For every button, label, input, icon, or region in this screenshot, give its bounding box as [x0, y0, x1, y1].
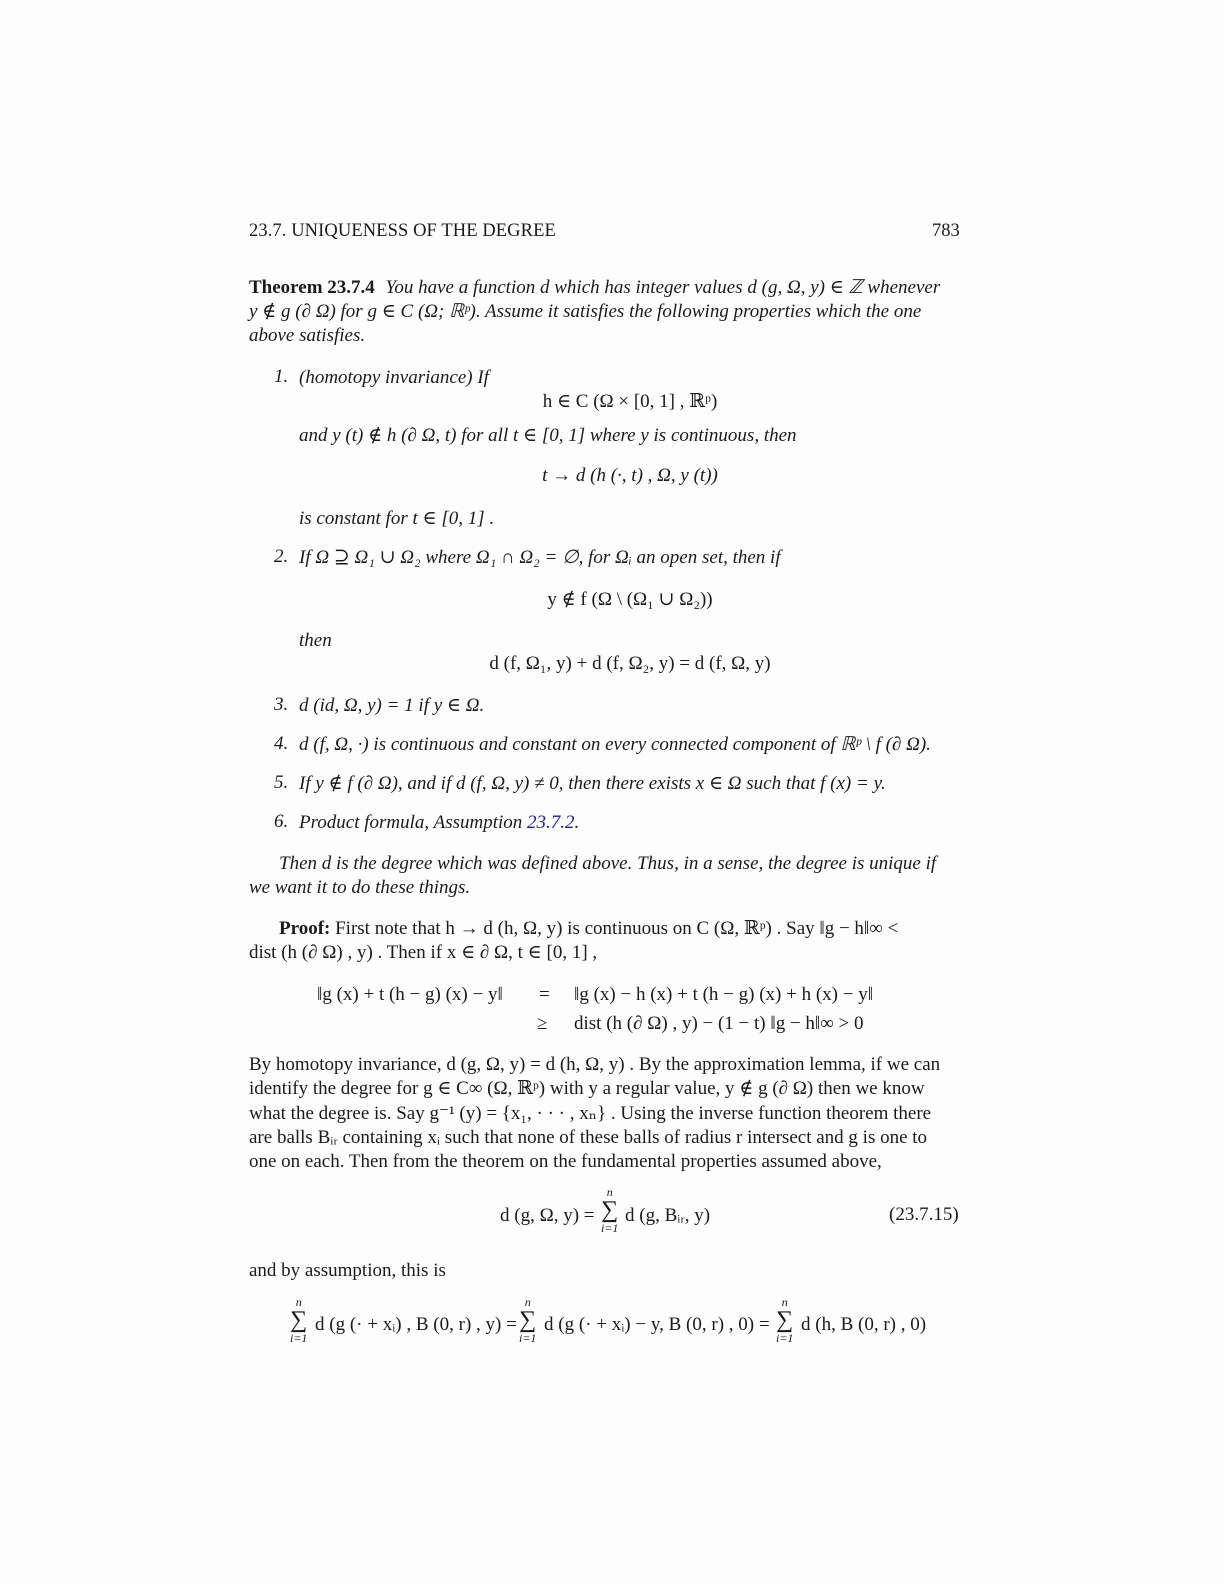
item-2-equation-2: d (f, Ω₁, y) + d (f, Ω₂, y) = d (f, Ω, y) [489, 653, 771, 674]
sum-symbol: ∑ [601, 1197, 619, 1223]
item-2-text: If Ω ⊇ Ω₁ ∪ Ω₂ where Ω₁ ∩ Ω₂ = ∅, for Ωᵢ an open set, then if [299, 547, 781, 568]
para2-line-4: are balls Bᵢᵣ containing xᵢ such that none of these balls of radius r intersect and g is one to [249, 1127, 928, 1148]
sum-lower: i=1 [776, 1331, 794, 1345]
theorem-line-1 [249, 276, 940, 300]
theorem-text-1: You have a function d which has integer values d (g, Ω, y) ∈ ℤ whenever [385, 277, 941, 298]
aligned-eq-rel-2: ≥ [537, 1013, 548, 1034]
proof-line-1 [279, 917, 898, 941]
aligned-eq-lhs: ‖g (x) + t (h − g) (x) − y‖ [317, 984, 503, 1005]
para2-line-5: one on each. Then from the theorem on the fundamental properties assumed above, [249, 1151, 882, 1172]
item-3-number: 3. [274, 694, 289, 715]
last-sum-2 [519, 1296, 538, 1344]
sum-symbol: ∑ [776, 1307, 794, 1333]
aligned-eq-rhs-2: dist (h (∂ Ω) , y) − (1 − t) ‖g − h‖∞ > 0 [574, 1013, 864, 1034]
theorem-conclusion-1: Then d is the degree which was defined above. Thus, in a sense, the degree is unique if [279, 853, 937, 874]
item-2-then: then [299, 630, 332, 651]
last-eq-part-1: d (g (· + xᵢ) , B (0, r) , y) = [315, 1314, 517, 1335]
proof-line-2: dist (h (∂ Ω) , y) . Then if x ∈ ∂ Ω, t ∈ [0, 1] , [249, 942, 598, 963]
sum-lower: i=1 [601, 1221, 619, 1235]
item-2-equation-1: y ∉ f (Ω \ (Ω₁ ∪ Ω₂)) [547, 589, 713, 610]
item-6-number: 6. [274, 811, 289, 832]
item-1-equation-1: h ∈ C (Ω × [0, 1] , ℝᵖ) [542, 391, 718, 412]
sum-upper: n [606, 1185, 613, 1199]
item-6-end: . [574, 812, 580, 833]
item-4-text: d (f, Ω, ·) is continuous and constant on every connected component of ℝᵖ \ f (∂ Ω). [299, 734, 931, 755]
last-eq-part-3: d (h, B (0, r) , 0) [801, 1314, 927, 1335]
item-2-number: 2. [274, 546, 289, 567]
para2-line-3: what the degree is. Say g⁻¹ (y) = {x₁, · · · , xₙ} . Using the inverse function theorem there [249, 1103, 932, 1124]
last-sum-3 [776, 1296, 795, 1344]
page-number: 783 [932, 221, 960, 241]
last-sum-1 [290, 1296, 309, 1344]
para3: and by assumption, this is [249, 1260, 446, 1281]
equation-number: (23.7.15) [889, 1204, 959, 1225]
proof-label: Proof: [279, 918, 331, 939]
sum-symbol: ∑ [290, 1307, 308, 1333]
theorem-label: Theorem 23.7.4 [249, 277, 375, 298]
item-3-text: d (id, Ω, y) = 1 if y ∈ Ω. [299, 695, 485, 716]
item-5-number: 5. [274, 772, 289, 793]
sum-symbol: ∑ [519, 1307, 537, 1333]
assumption-link[interactable]: 23.7.2 [527, 812, 575, 833]
running-header: 23.7. UNIQUENESS OF THE DEGREE [249, 221, 556, 241]
sum-lower: i=1 [290, 1331, 308, 1345]
item-1-end: is constant for t ∈ [0, 1] . [299, 508, 495, 529]
sum-upper: n [295, 1295, 302, 1309]
theorem-conclusion-2: we want it to do these things. [249, 877, 471, 898]
item-1-text: (homotopy invariance) If [299, 367, 489, 388]
sum-upper: n [781, 1295, 788, 1309]
para2-line-2: identify the degree for g ∈ C∞ (Ω, ℝᵖ) with y a regular value, y ∉ g (∂ Ω) then we know [249, 1078, 925, 1099]
aligned-eq-rel-1: = [539, 984, 550, 1005]
theorem-line-2: y ∉ g (∂ Ω) for g ∈ C (Ω; ℝᵖ). Assume it satisfies the following properties which the one [249, 301, 922, 322]
item-1-equation-2: t → d (h (·, t) , Ω, y (t)) [542, 465, 718, 486]
last-eq-part-2: d (g (· + xᵢ) − y, B (0, r) , 0) = [544, 1314, 770, 1335]
eq15-lhs: d (g, Ω, y) = [500, 1205, 595, 1226]
item-6-text: Product formula, Assumption [299, 812, 523, 833]
item-6 [299, 811, 579, 835]
sum-upper: n [524, 1295, 531, 1309]
item-4-number: 4. [274, 733, 289, 754]
item-1-middle: and y (t) ∉ h (∂ Ω, t) for all t ∈ [0, 1] where y is continuous, then [299, 425, 797, 446]
eq15-sum [601, 1186, 620, 1234]
para2-line-1: By homotopy invariance, d (g, Ω, y) = d (h, Ω, y) . By the approximation lemma, if we can [249, 1054, 941, 1075]
eq15-rhs: d (g, Bᵢᵣ, y) [625, 1205, 711, 1226]
theorem-line-3: above satisfies. [249, 325, 366, 346]
proof-text-1: First note that h → d (h, Ω, y) is continuous on C (Ω, ℝᵖ) . Say ‖g − h‖∞ < [335, 918, 899, 939]
aligned-eq-rhs-1: ‖g (x) − h (x) + t (h − g) (x) + h (x) − y‖ [574, 984, 874, 1005]
sum-lower: i=1 [519, 1331, 537, 1345]
item-5-text: If y ∉ f (∂ Ω), and if d (f, Ω, y) ≠ 0, then there exists x ∈ Ω such that f (x) = y. [299, 773, 886, 794]
item-1-number: 1. [274, 366, 289, 387]
